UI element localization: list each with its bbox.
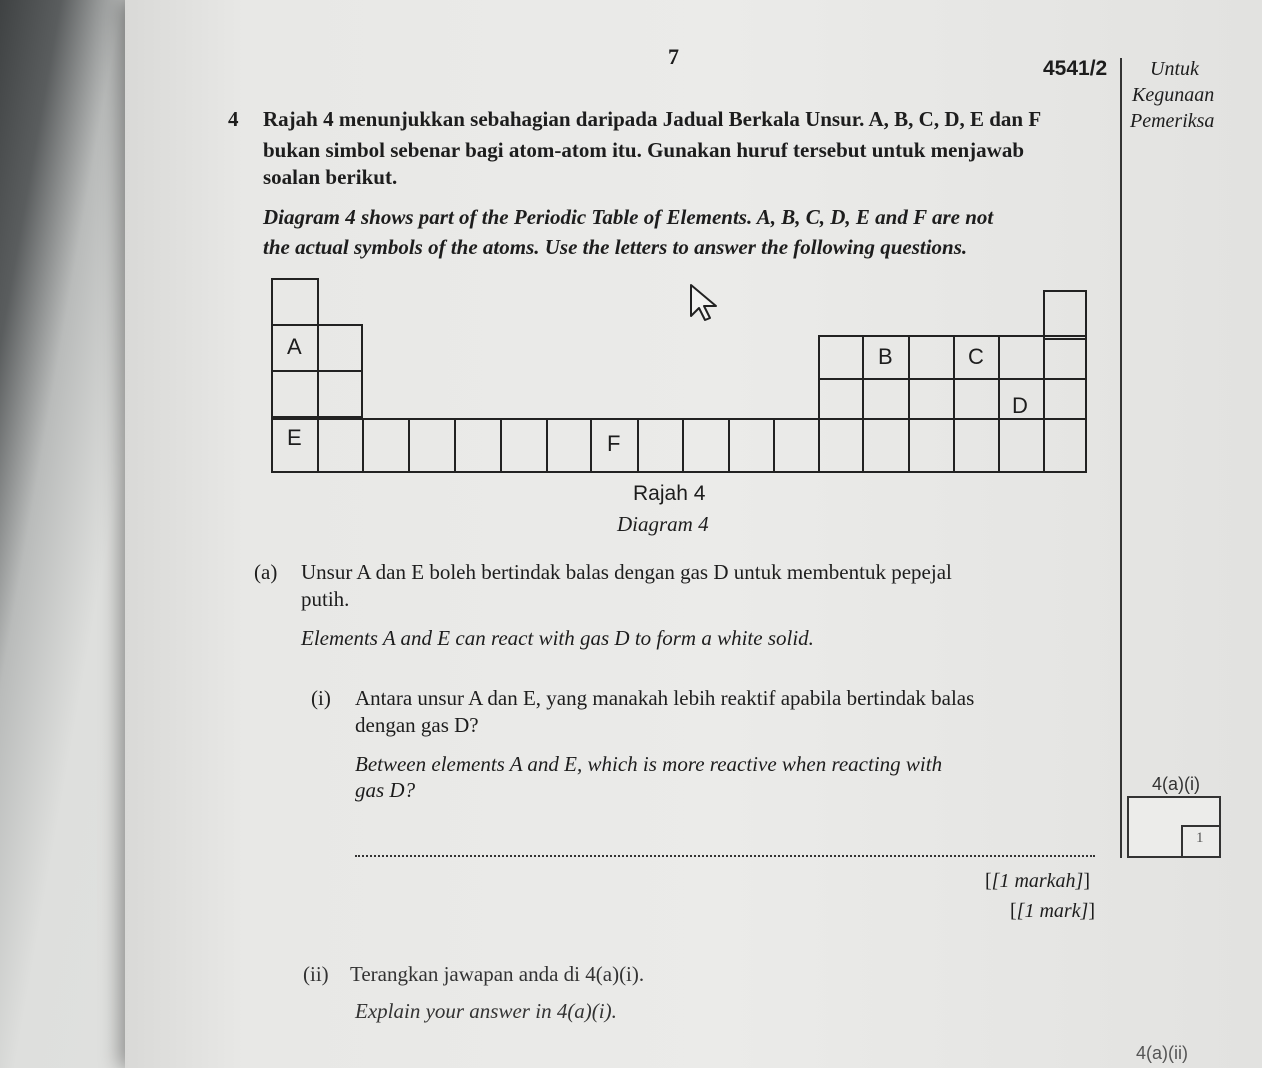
part-a-ii-english: Explain your answer in 4(a)(i).	[355, 999, 617, 1023]
intro-malay-line1: Rajah 4 menunjukkan sebahagian daripada Jadual Berkala Unsur. A, B, C, D, E dan F	[263, 107, 1042, 131]
table-cell	[271, 370, 319, 418]
element-label-e: E	[287, 425, 302, 450]
part-a-i-english-line1: Between elements A and E, which is more reactive when reacting with	[355, 752, 943, 776]
table-divider	[362, 418, 364, 473]
table-cell	[317, 324, 363, 372]
table-divider	[998, 335, 1000, 420]
table-divider	[908, 335, 910, 420]
part-a-label: (a)	[254, 560, 278, 584]
element-label-f: F	[607, 431, 621, 456]
mark-malay: [[1 markah]]	[985, 870, 1091, 892]
table-divider	[1043, 418, 1045, 473]
answer-line[interactable]	[355, 855, 1095, 857]
table-cell	[271, 278, 319, 326]
part-a-stem-english: Elements A and E can react with gas D to form a white solid.	[301, 626, 814, 650]
part-a-ii-label: (ii)	[303, 962, 329, 986]
page-number: 7	[668, 44, 679, 69]
table-divider	[1043, 335, 1045, 420]
mark-malay-text: [1 markah]	[991, 870, 1084, 892]
mark-english-text: [1 mark]	[1016, 900, 1089, 922]
question-number: 4	[228, 107, 239, 131]
mark-box-label-ai: 4(a)(i)	[1152, 774, 1200, 794]
table-divider	[998, 418, 1000, 473]
table-divider	[773, 418, 775, 473]
table-divider	[818, 418, 820, 473]
mark-box-ai-value: 1	[1196, 830, 1204, 846]
table-divider	[500, 418, 502, 473]
margin-divider	[1120, 58, 1122, 858]
part-a-i-malay-line1: Antara unsur A dan E, yang manakah lebih reaktif apabila bertindak balas	[355, 686, 975, 710]
part-a-ii-malay: Terangkan jawapan anda di 4(a)(i).	[350, 962, 645, 986]
part-a-stem-malay-line1: Unsur A dan E boleh bertindak balas dengan gas D untuk membentuk pepejal	[301, 560, 952, 584]
margin-label-line3: Pemeriksa	[1130, 110, 1215, 132]
intro-english-line2: the actual symbols of the atoms. Use the letters to answer the following questions.	[263, 235, 968, 259]
table-divider	[590, 418, 592, 473]
intro-malay-line2: bukan simbol sebenar bagi atom-atom itu. Gunakan huruf tersebut untuk menjawab	[263, 138, 1025, 162]
table-divider	[953, 418, 955, 473]
element-label-c: C	[968, 344, 984, 369]
table-row-4	[271, 418, 1087, 473]
table-divider	[862, 335, 864, 420]
element-label-d: D	[1012, 393, 1028, 418]
table-divider	[953, 335, 955, 420]
table-divider	[454, 418, 456, 473]
table-divider	[408, 418, 410, 473]
part-a-stem-malay-line2: putih.	[301, 587, 350, 611]
table-divider	[317, 418, 319, 473]
part-a-i-label: (i)	[311, 686, 331, 710]
table-cell	[1043, 290, 1087, 340]
table-divider	[682, 418, 684, 473]
mouse-cursor-icon	[688, 282, 720, 322]
element-label-b: B	[878, 344, 893, 369]
margin-label-line1: Untuk	[1150, 58, 1199, 80]
paper-code: 4541/2	[1043, 57, 1108, 80]
diagram-caption-english: Diagram 4	[617, 512, 709, 536]
part-a-i-malay-line2: dengan gas D?	[355, 713, 479, 737]
margin-label-line2: Kegunaan	[1132, 84, 1215, 106]
table-divider	[728, 418, 730, 473]
part-a-i-english-line2: gas D?	[355, 778, 416, 802]
table-divider	[637, 418, 639, 473]
element-label-a: A	[287, 334, 302, 359]
table-divider	[908, 418, 910, 473]
table-divider	[546, 418, 548, 473]
table-divider	[862, 418, 864, 473]
intro-english-line1: Diagram 4 shows part of the Periodic Table of Elements. A, B, C, D, E and F are not	[263, 205, 994, 229]
diagram-caption-malay: Rajah 4	[633, 482, 706, 505]
mark-english: [[1 mark]]	[1010, 900, 1096, 922]
mark-box-label-aii: 4(a)(ii)	[1136, 1043, 1188, 1063]
table-cell	[317, 370, 363, 418]
intro-malay-line3: soalan berikut.	[263, 165, 398, 189]
